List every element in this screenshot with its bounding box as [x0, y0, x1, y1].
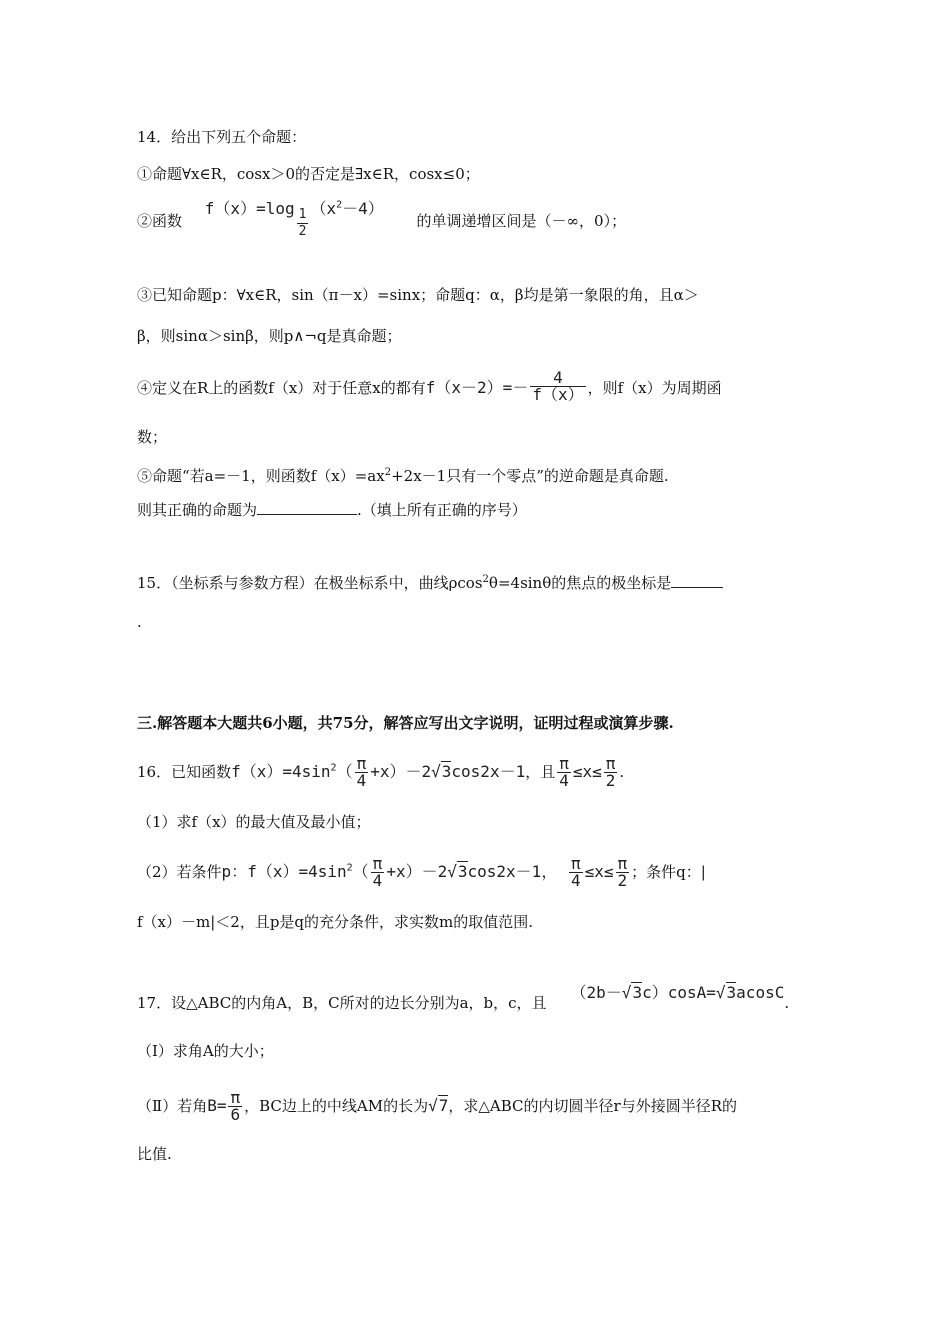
q14-p2-base: $\frac{1}{2}$ — [298, 207, 307, 239]
q14-p2-formula-head: f（x）=log — [204, 199, 295, 218]
q14-proposition-4-line2: 数； — [137, 428, 168, 446]
q14-p4-fraction: $\frac{4}{f(x)}$ — [532, 368, 584, 404]
q17-part2: （Ⅱ）若角B= $\frac{\pi}{6}$ ，BC边上的中线AM的长为√7，求△ABC的内切圆半径r与外接圆半径R的 — [137, 1088, 737, 1124]
q14-proposition-1: ①命题∀x∈R，cosx＞0的否定是∃x∈R，cosx≤0； — [137, 165, 480, 183]
q14-p4-suffix: ，则f（x）为周期函 — [587, 379, 722, 397]
q14-p4-formula: f（x－2）=－ $\frac{4}{f(x)}$ — [425, 368, 584, 404]
q14-p2-formula: f（x）=log $\frac{1}{2}$ $(x^2-4)$ — [204, 199, 384, 239]
q14-p2-suffix: 的单调递增区间是（－∞，0）； — [416, 212, 627, 230]
q17-b-eq: B= $\frac{\pi}{6}$ — [207, 1088, 241, 1124]
q16-range: $\frac{\pi}{4}$ ≤x≤ $\frac{\pi}{2}$ — [559, 754, 616, 790]
q14-proposition-5: ⑤命题“若a=－1，则函数$f(x)=ax^2+2x-1$只有一个零点”的逆命题是真命题. — [137, 467, 669, 485]
q14-p2-prefix: ②函数 — [137, 212, 183, 230]
q17-line2: 比值. — [137, 1145, 172, 1163]
q16-frac-pi-4: $\frac{\pi}{4}$ — [356, 754, 367, 790]
q17-part1: （Ⅰ）求角A的大小； — [137, 1042, 274, 1060]
q17-question: 17．设△ABC的内角A，B，C所对的边长分别为a，b，c，且（2b－√3c）cosA=√3acosC. — [137, 983, 790, 1012]
q14-proposition-3-line1: ③已知命题p：∀x∈R，sin（π－x）=sinx；命题q：α，β均是第一象限的角，且α＞ — [137, 286, 699, 304]
q14-proposition-4 — [137, 368, 722, 405]
q17-sqrt7: √7 — [428, 1096, 449, 1115]
q14-title: 14．给出下列五个命题： — [137, 128, 307, 146]
q14-proposition-2 — [137, 199, 627, 239]
q15-question: 15．（坐标系与参数方程）在极坐标系中，曲线ρcos$^2$θ=4sinθ的焦点的极坐标是 — [137, 570, 723, 593]
q15-line2: . — [137, 613, 142, 631]
q14-p2-arg: （x — [310, 199, 337, 218]
q16-part2-line2: f（x）－m|＜2，且p是q的充分条件，求实数m的取值范围. — [137, 913, 534, 931]
q16-part1: （1）求f（x）的最大值及最小值； — [137, 813, 371, 831]
q16-part2-formula: p：$f(x)=4\sin^2$（ $\frac{\pi}{4}$ +x）－2√3cos2x－1， $\frac{\pi}{4}$ ≤x≤ $\frac{\pi}{2}$ — [221, 854, 628, 890]
section-3-heading: 三.解答题本大题共6小题，共75分，解答应写出文字说明，证明过程或演算步骤. — [137, 714, 674, 732]
q14-p4-prefix: ④定义在R上的函数f（x）对于任意x的都有 — [137, 379, 426, 397]
q16-formula: $f(x)=4\sin^2$（ $\frac{\pi}{4}$ +x）－2√3cos2x－1 — [231, 754, 526, 790]
q16-part2: （2）若条件p：$f(x)=4\sin^2$（ $\frac{\pi}{4}$ +x）－2√3cos2x－1， $\frac{\pi}{4}$ ≤x≤ $\frac{\pi}{2}$ ；条件q：| — [137, 854, 706, 890]
q14-answer-line: 则其正确的命题为 .（填上所有正确的序号） — [137, 501, 527, 519]
q15-answer-blank[interactable] — [671, 573, 723, 588]
q17-formula: （2b－√3c）cosA=√3acosC — [570, 983, 785, 1002]
q14-answer-blank[interactable] — [257, 500, 357, 515]
q16-question: 16．已知函数$f(x)=4\sin^2$（ $\frac{\pi}{4}$ +x）－2√3cos2x－1，且 $\frac{\pi}{4}$ ≤x≤ $\frac{\pi}{2}$ . — [137, 754, 625, 790]
q14-proposition-3-line2: β，则sinα＞sinβ，则p∧¬q是真命题； — [137, 327, 402, 345]
